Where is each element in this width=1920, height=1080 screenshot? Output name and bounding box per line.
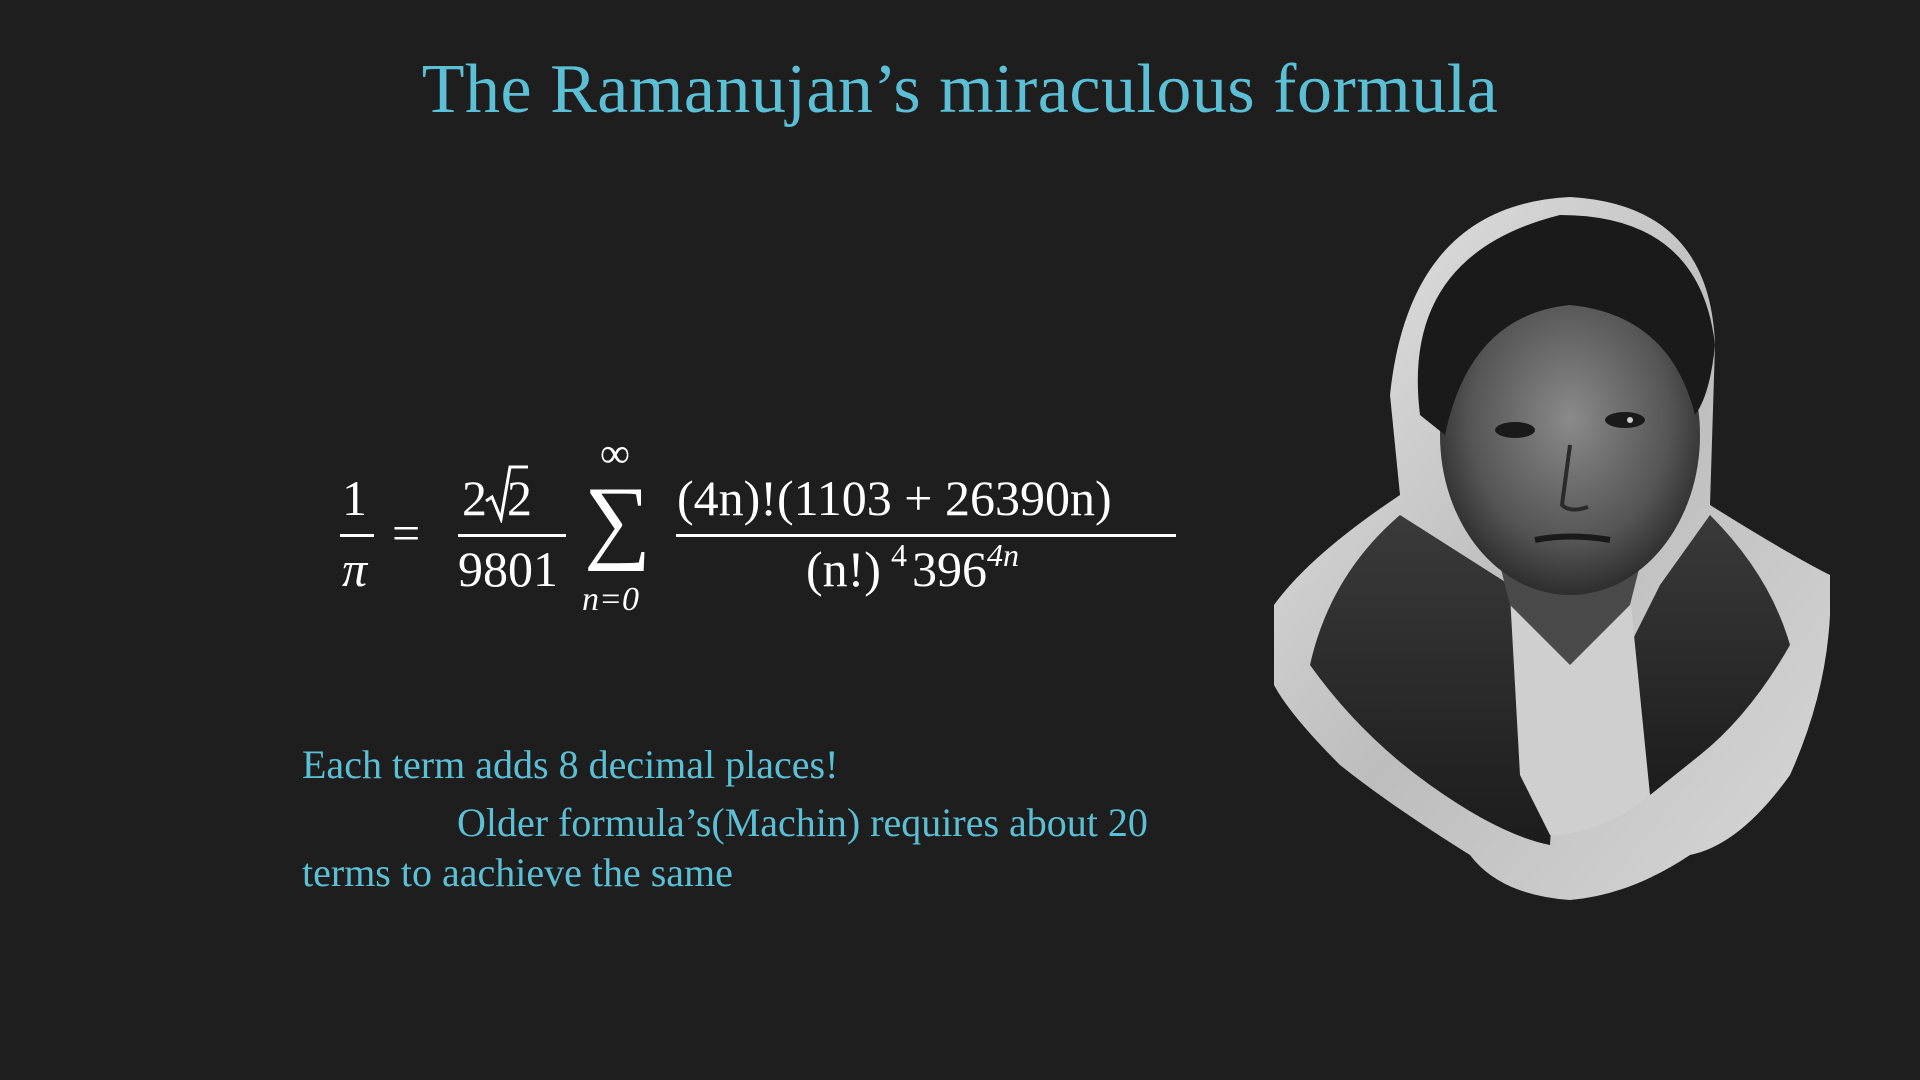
coef-denominator: 9801 bbox=[458, 541, 558, 597]
ramanujan-formula bbox=[332, 431, 1192, 625]
note-line-1: Each term adds 8 decimal places! bbox=[302, 742, 839, 787]
slide-title: The Ramanujan’s miraculous formula bbox=[421, 51, 1499, 128]
term-numerator: (4n)!(1103 + 26390n) bbox=[677, 470, 1112, 526]
term-denominator-mid: 396 bbox=[912, 541, 987, 597]
summation-symbol: ∑ bbox=[584, 468, 652, 572]
equals-sign: = bbox=[392, 505, 421, 561]
term-denominator-base: (n!) bbox=[806, 541, 881, 597]
lhs-denominator: π bbox=[342, 541, 368, 597]
note-line-3: terms to aachieve the same bbox=[302, 850, 733, 895]
ramanujan-portrait-icon bbox=[1270, 195, 1830, 900]
lhs-fraction-bar bbox=[340, 534, 374, 537]
term-fraction-bar bbox=[676, 534, 1176, 537]
term-denominator-exponent-1: 4 bbox=[891, 537, 907, 573]
term-denominator-exponent-2: 4n bbox=[987, 537, 1019, 573]
coef-fraction-bar bbox=[458, 534, 566, 537]
coef-numerator-radicand: 2 bbox=[507, 470, 532, 526]
sum-upper-limit: ∞ bbox=[600, 431, 630, 477]
lhs-numerator: 1 bbox=[342, 470, 367, 526]
sum-lower-limit: n=0 bbox=[582, 581, 639, 618]
coef-numerator-2: 2 bbox=[462, 470, 487, 526]
note-line-2: Older formula’s(Machin) requires about 20 bbox=[457, 800, 1148, 845]
